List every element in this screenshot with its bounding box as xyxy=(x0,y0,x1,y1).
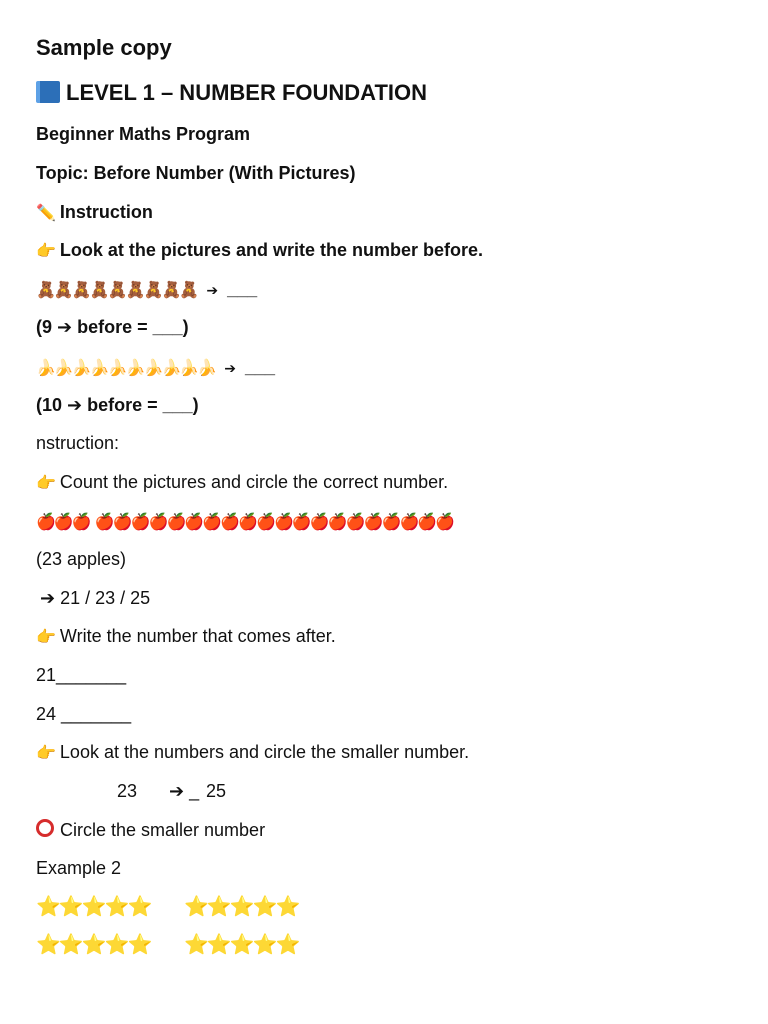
topic-title: Topic: Before Number (With Pictures) xyxy=(36,163,356,183)
book-icon xyxy=(36,81,60,103)
stars-right-row-2: ⭐⭐⭐⭐⭐ xyxy=(184,934,299,956)
pointing-hand-icon: 👉 xyxy=(36,745,56,762)
pointing-hand-icon: 👉 xyxy=(36,475,56,492)
compare-number-right: 25 xyxy=(206,781,227,801)
circle-instruction xyxy=(36,818,265,842)
instruction-line-1 xyxy=(36,238,483,264)
after-line-1: 21_______ xyxy=(36,665,127,685)
instruction-line-3 xyxy=(36,624,336,650)
example-label: Example 2 xyxy=(36,858,122,878)
arrow-icon: ➔ xyxy=(206,282,219,298)
after-line-2: 24 _______ xyxy=(36,704,132,724)
apples-caption: (23 apples) xyxy=(36,549,127,569)
stars-right-row-1: ⭐⭐⭐⭐⭐ xyxy=(184,896,299,918)
stars-left-row-1: ⭐⭐⭐⭐⭐ xyxy=(36,896,151,918)
hint-line-2: (10 ➔ before = ___) xyxy=(36,395,199,415)
bears-row xyxy=(36,277,257,303)
instruction-line-4 xyxy=(36,740,469,766)
instruction-text: Write the number that comes after. xyxy=(59,626,336,646)
stars-left-row-2: ⭐⭐⭐⭐⭐ xyxy=(36,934,151,956)
arrow-icon: ➔ xyxy=(224,360,236,376)
instruction-label-2: nstruction: xyxy=(36,433,120,453)
answer-blank: ___ xyxy=(244,357,276,377)
instruction-line-2 xyxy=(36,470,448,496)
apples-group-2: 🍎🍎🍎🍎🍎🍎🍎🍎🍎🍎🍎🍎🍎🍎🍎🍎🍎🍎🍎🍎 xyxy=(94,514,454,531)
pointing-hand-icon: 👉 xyxy=(36,629,56,646)
bananas-row xyxy=(36,355,275,381)
level-title xyxy=(36,81,427,105)
instruction-text: Count the pictures and circle the correct number. xyxy=(59,472,449,492)
sample-copy-heading: Sample copy xyxy=(36,35,172,60)
circle-instruction-text: Circle the smaller number xyxy=(60,820,266,840)
instruction-label: Instruction xyxy=(59,202,153,222)
hint-line-1: (9 ➔ before = ___) xyxy=(36,317,189,337)
program-title: Beginner Maths Program xyxy=(36,124,251,144)
answer-options: ➔ 21 / 23 / 25 xyxy=(40,588,151,608)
compare-arrow-blank: ➔ _ xyxy=(169,781,200,801)
instruction-text: Look at the numbers and circle the smaller number. xyxy=(59,742,470,762)
instruction-text: Look at the pictures and write the number before. xyxy=(59,240,483,260)
red-circle-icon xyxy=(36,819,54,837)
level-title-text: LEVEL 1 – NUMBER FOUNDATION xyxy=(66,80,427,105)
pointing-hand-icon: 👉 xyxy=(36,243,56,260)
answer-blank: ___ xyxy=(227,279,258,299)
apples-group-1: 🍎🍎🍎 xyxy=(36,514,90,531)
bananas: 🍌🍌🍌🍌🍌🍌🍌🍌🍌🍌 xyxy=(36,360,216,377)
compare-number-left: 23 xyxy=(117,781,138,801)
instruction-heading xyxy=(36,200,153,226)
apples-row xyxy=(36,509,453,535)
teddy-bears: 🧸🧸🧸🧸🧸🧸🧸🧸🧸 xyxy=(36,282,198,299)
pencil-icon: ✏️ xyxy=(36,205,56,222)
